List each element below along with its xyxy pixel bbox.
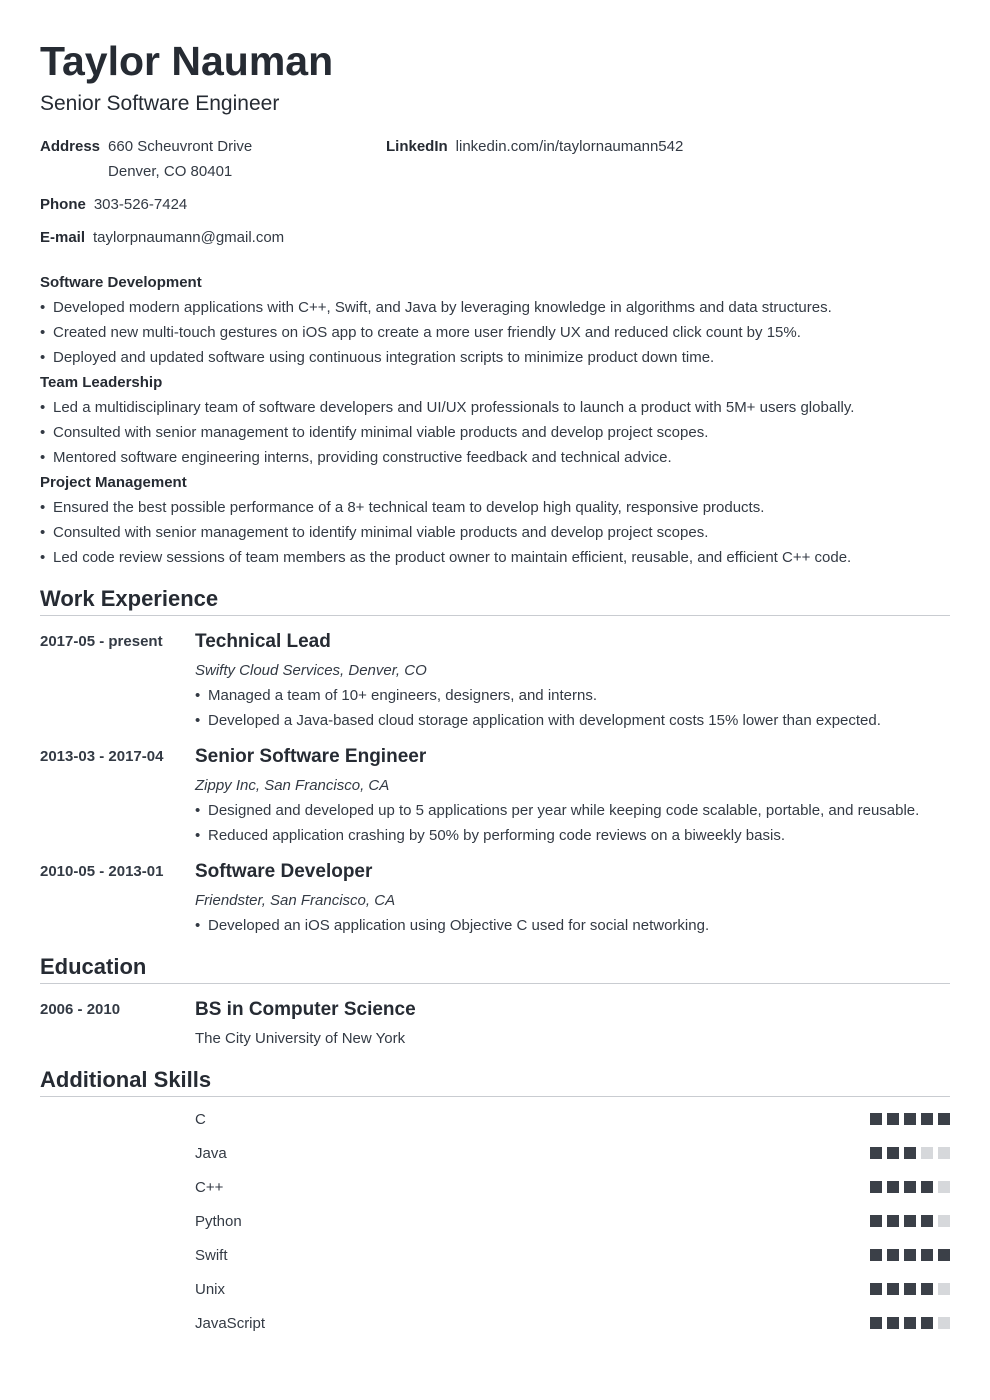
skill-level-dot-filled (887, 1317, 899, 1329)
address-line-1: 660 Scheuvront Drive (108, 138, 253, 155)
phone-value: 303-526-7424 (93, 196, 188, 213)
email-link[interactable]: taylorpnaumann@gmail.com (93, 229, 285, 246)
summary-section (40, 270, 950, 570)
skill-level-meter (870, 1317, 950, 1329)
skill-level-dot-filled (904, 1147, 916, 1159)
summary-heading: Software Development (40, 274, 202, 291)
job-title: Senior Software Engineer (195, 746, 427, 767)
skill-level-dot-filled (870, 1317, 882, 1329)
address-block (40, 134, 252, 184)
skill-level-dot-empty (938, 1215, 950, 1227)
summary-bullet: • Led code review sessions of team members as the product owner to maintain efficient, reusable, and efficient C++ code. (40, 545, 950, 570)
skill-level-dot-filled (870, 1147, 882, 1159)
skill-level-dot-filled (921, 1317, 933, 1329)
summary-bullet: • Led a multidisciplinary team of software developers and UI/UX professionals to launch a product with 5M+ users globally. (40, 395, 950, 420)
work-experience-heading: Work Experience (40, 585, 950, 616)
work-dates: 2017-05 - present (40, 633, 163, 650)
address-label: Address (40, 138, 101, 155)
job-title: Technical Lead (195, 631, 331, 652)
summary-bullet: • Consulted with senior management to identify minimal viable products and develop project scopes. (40, 420, 950, 445)
skill-level-dot-filled (904, 1113, 916, 1125)
skill-name: Unix (195, 1281, 226, 1298)
summary-bullet: • Created new multi-touch gestures on iOS app to create a more user friendly UX and reduced click count by 15%. (40, 320, 950, 345)
candidate-name: Taylor Nauman (40, 38, 334, 84)
summary-bullet: • Deployed and updated software using continuous integration scripts to minimize product down time. (40, 345, 950, 370)
summary-heading: Team Leadership (40, 374, 163, 391)
phone-block (40, 192, 187, 217)
job-bullet: • Managed a team of 10+ engineers, designers, and interns. (195, 683, 950, 708)
skill-level-dot-filled (904, 1215, 916, 1227)
skill-level-meter (870, 1147, 950, 1159)
skill-level-meter (870, 1283, 950, 1295)
skill-row (195, 1246, 950, 1266)
skill-row (195, 1280, 950, 1300)
skill-level-dot-empty (938, 1317, 950, 1329)
skill-row (195, 1212, 950, 1232)
skill-level-dot-empty (938, 1147, 950, 1159)
company-name: Zippy Inc, San Francisco, CA (195, 777, 390, 794)
work-dates: 2010-05 - 2013-01 (40, 863, 164, 880)
skill-row (195, 1110, 950, 1130)
skill-name: Swift (195, 1247, 228, 1264)
skill-level-meter (870, 1215, 950, 1227)
skill-level-dot-filled (870, 1283, 882, 1295)
skill-level-dot-filled (938, 1113, 950, 1125)
email-label: E-mail (40, 229, 86, 246)
job-title: Software Developer (195, 861, 373, 882)
email-block (40, 225, 284, 250)
skill-name: C++ (195, 1179, 224, 1196)
skill-level-dot-filled (887, 1215, 899, 1227)
skill-level-dot-empty (938, 1283, 950, 1295)
candidate-title: Senior Software Engineer (40, 92, 280, 115)
skill-level-dot-filled (870, 1113, 882, 1125)
skill-level-meter (870, 1181, 950, 1193)
education-dates: 2006 - 2010 (40, 1001, 121, 1018)
job-bullet: • Developed an iOS application using Objective C used for social networking. (195, 913, 950, 938)
job-bullet: • Designed and developed up to 5 applications per year while keeping code scalable, portable, and reusable. (195, 798, 950, 823)
job-bullet: • Developed a Java-based cloud storage application with development costs 15% lower than expected. (195, 708, 950, 733)
skill-name: Python (195, 1213, 242, 1230)
skill-level-dot-filled (921, 1181, 933, 1193)
skill-name: C (195, 1111, 206, 1128)
degree-title: BS in Computer Science (195, 999, 416, 1020)
summary-bullet: • Ensured the best possible performance of a 8+ technical team to develop high quality, responsive products. (40, 495, 950, 520)
summary-bullet: • Developed modern applications with C++, Swift, and Java by leveraging knowledge in algorithms and data structures. (40, 295, 950, 320)
skill-level-dot-filled (921, 1215, 933, 1227)
skill-level-dot-filled (870, 1215, 882, 1227)
skill-level-meter (870, 1249, 950, 1261)
skill-level-dot-filled (904, 1249, 916, 1261)
skill-level-dot-filled (904, 1283, 916, 1295)
skill-level-dot-filled (921, 1283, 933, 1295)
skill-level-dot-filled (887, 1147, 899, 1159)
skill-name: JavaScript (195, 1315, 266, 1332)
company-name: Swifty Cloud Services, Denver, CO (195, 662, 427, 679)
linkedin-block (386, 134, 683, 159)
job-bullet: • Reduced application crashing by 50% by performing code reviews on a biweekly basis. (195, 823, 950, 848)
company-name: Friendster, San Francisco, CA (195, 892, 396, 909)
skill-level-dot-filled (904, 1181, 916, 1193)
summary-heading: Project Management (40, 474, 187, 491)
skill-row (195, 1314, 950, 1334)
phone-label: Phone (40, 196, 86, 213)
skill-level-dot-filled (887, 1113, 899, 1125)
skill-level-dot-filled (870, 1249, 882, 1261)
linkedin-label: LinkedIn (386, 138, 448, 155)
skill-level-dot-empty (938, 1181, 950, 1193)
skill-level-dot-filled (904, 1317, 916, 1329)
additional-skills-heading: Additional Skills (40, 1066, 950, 1097)
skill-level-dot-filled (921, 1113, 933, 1125)
education-heading: Education (40, 953, 950, 984)
address-line-2: Denver, CO 80401 (108, 163, 233, 180)
summary-bullet: • Mentored software engineering interns, providing constructive feedback and technical advice. (40, 445, 950, 470)
skill-level-dot-filled (938, 1249, 950, 1261)
summary-bullet: • Consulted with senior management to identify minimal viable products and develop project scopes. (40, 520, 950, 545)
skill-level-dot-filled (887, 1181, 899, 1193)
skill-level-dot-filled (921, 1249, 933, 1261)
skill-row (195, 1178, 950, 1198)
linkedin-link[interactable]: linkedin.com/in/taylornaumann542 (455, 138, 684, 155)
skill-level-dot-filled (887, 1283, 899, 1295)
skill-level-dot-empty (921, 1147, 933, 1159)
skill-name: Java (195, 1145, 227, 1162)
skill-level-dot-filled (887, 1249, 899, 1261)
work-dates: 2013-03 - 2017-04 (40, 748, 164, 765)
skill-row (195, 1144, 950, 1164)
skill-level-meter (870, 1113, 950, 1125)
skill-level-dot-filled (870, 1181, 882, 1193)
school-name: The City University of New York (195, 1030, 406, 1047)
